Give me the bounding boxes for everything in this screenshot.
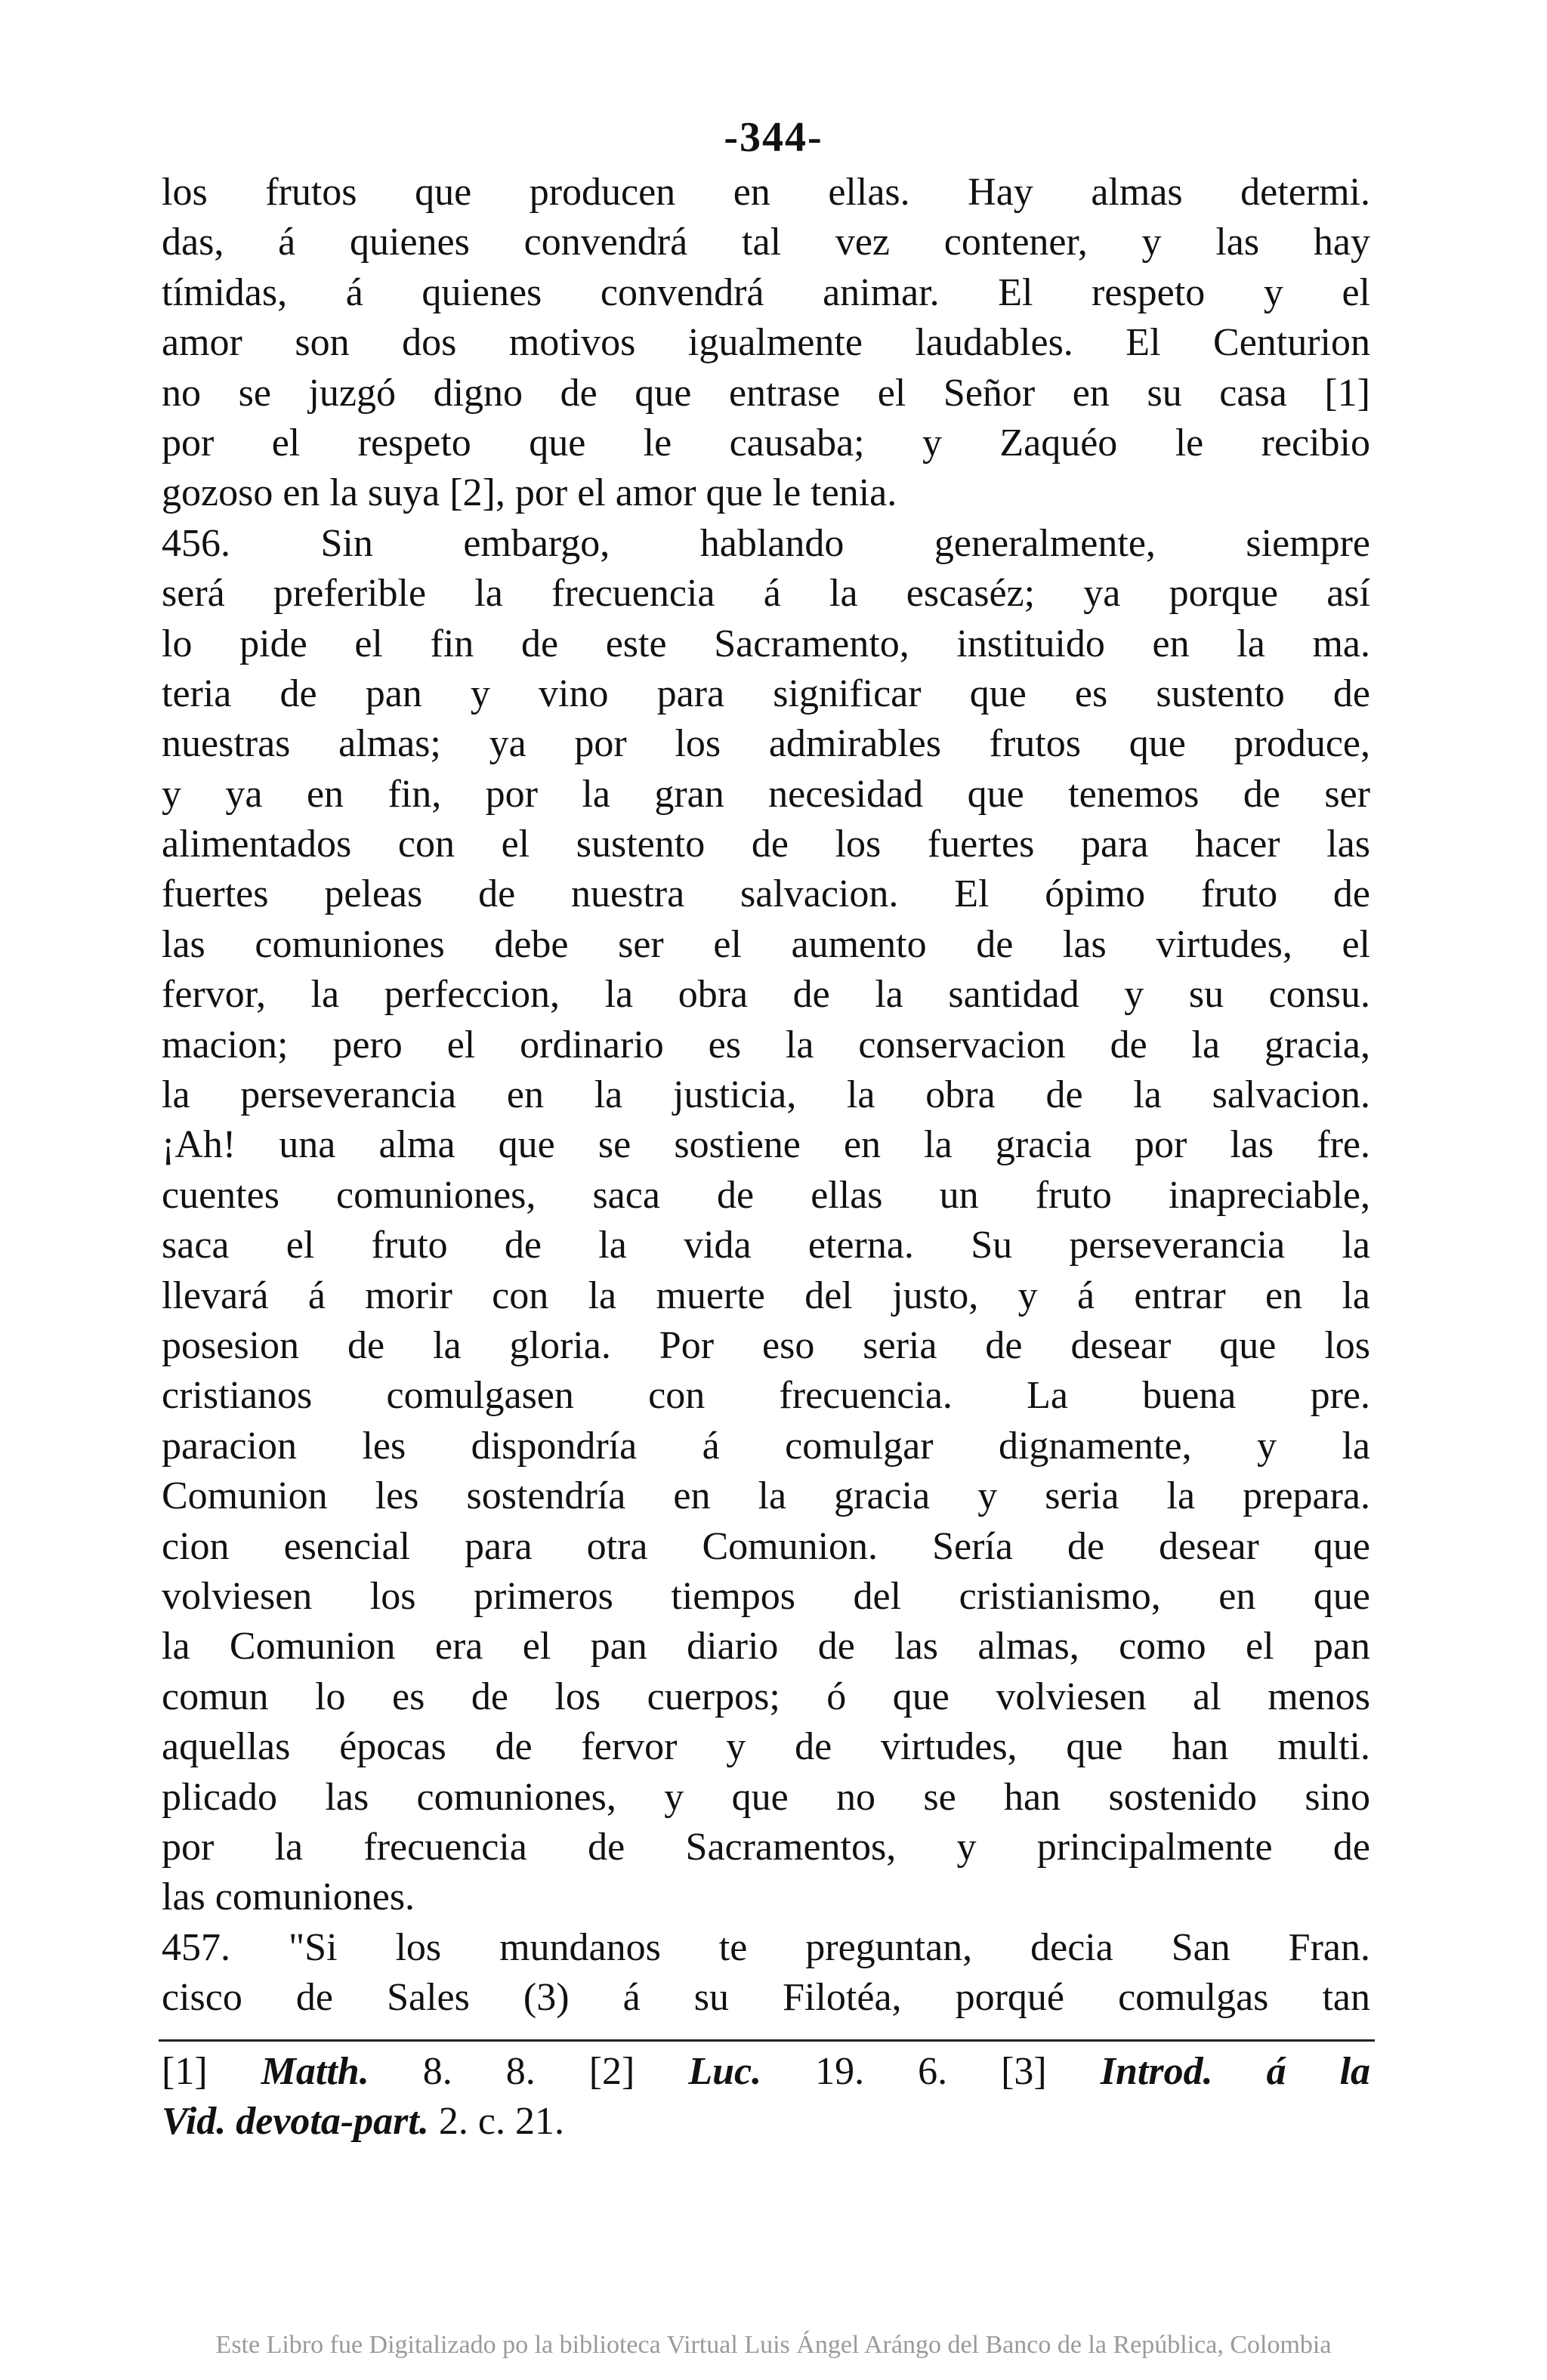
text-line: teria de pan y vino para significar que es sustento de	[162, 671, 1370, 715]
text-line: saca el fruto de la vida eterna. Su perseverancia la	[162, 1224, 1370, 1267]
footnote-2-mark: [2]	[588, 2050, 635, 2093]
text-line: fervor, la perfeccion, la obra de la santidad y su consu.	[162, 973, 1370, 1017]
footnote-3-reference-continued: Vid. devota-part.	[162, 2100, 429, 2143]
text-line: llevará á morir con la muerte del justo, y á entrar en la	[162, 1273, 1370, 1317]
text-line: aquellas épocas de fervor y de virtudes, que han multi.	[162, 1725, 1370, 1769]
footnote-3-mark: [3]	[1001, 2050, 1047, 2093]
text-line: ¡Ah! una alma que se sostiene en la gracia por las fre.	[162, 1123, 1370, 1167]
text-line: plicado las comuniones, y que no se han sostenido sino	[162, 1775, 1370, 1819]
text-line: la perseverancia en la justicia, la obra de la salvacion.	[162, 1073, 1370, 1117]
footnote-3-reference: Introd. á la	[1100, 2050, 1371, 2093]
footnote-1-reference: Matth.	[261, 2050, 369, 2093]
text-line: cuentes comuniones, saca de ellas un fruto inapreciable,	[162, 1173, 1370, 1217]
page-number: -344-	[724, 114, 823, 161]
footnote-2-location: 19. 6.	[815, 2050, 948, 2093]
text-line: nuestras almas; ya por los admirables frutos que produce,	[162, 722, 1370, 766]
text-line: gozoso en la suya [2], por el amor que le tenia.	[162, 471, 897, 515]
text-line: das, á quienes convendrá tal vez contener, y las hay	[162, 221, 1370, 264]
text-line: no se juzgó digno de que entrase el Señor en su casa [1]	[162, 371, 1370, 415]
digitization-watermark: Este Libro fue Digitalizado po la biblioteca Virtual Luis Ángel Arángo del Banco de la República, Colombia	[215, 2331, 1332, 2359]
text-line: amor son dos motivos igualmente laudables. El Centurion	[162, 321, 1370, 365]
text-line: Comunion les sostendría en la gracia y seria la prepara.	[162, 1474, 1370, 1518]
text-line: cion esencial para otra Comunion. Sería de desear que	[162, 1524, 1370, 1568]
body-text	[162, 168, 1370, 2023]
text-line: alimentados con el sustento de los fuertes para hacer las	[162, 823, 1370, 866]
footnote-1-mark: [1]	[162, 2050, 208, 2093]
text-line: las comuniones.	[162, 1875, 415, 1919]
footnote-2-reference: Luc.	[688, 2050, 762, 2093]
footnote-3-location: 2. c. 21.	[438, 2100, 564, 2143]
text-line: comun lo es de los cuerpos; ó que volviesen al menos	[162, 1675, 1370, 1718]
text-line: por el respeto que le causaba; y Zaquéo le recibio	[162, 421, 1370, 465]
text-line: por la frecuencia de Sacramentos, y principalmente de	[162, 1825, 1370, 1869]
text-line: macion; pero el ordinario es la conservacion de la gracia,	[162, 1023, 1370, 1067]
text-line: lo pide el fin de este Sacramento, instituido en la ma.	[162, 622, 1370, 665]
footnote-line	[162, 2097, 1370, 2147]
text-line: volviesen los primeros tiempos del cristianismo, en que	[162, 1574, 1370, 1618]
text-line: posesion de la gloria. Por eso seria de desear que los	[162, 1323, 1370, 1367]
paragraph-start-456: 456. Sin embargo, hablando generalmente, siempre	[162, 521, 1370, 565]
footnotes	[162, 2047, 1370, 2147]
paragraph-start-457: 457. "Si los mundanos te preguntan, decia San Fran.	[162, 1925, 1370, 1969]
text-line: las comuniones debe ser el aumento de las virtudes, el	[162, 922, 1370, 966]
footnote-1-location: 8. 8.	[422, 2050, 536, 2093]
text-line: cristianos comulgasen con frecuencia. La buena pre.	[162, 1374, 1370, 1418]
footnote-line	[162, 2047, 1370, 2097]
text-line: paracion les dispondría á comulgar dignamente, y la	[162, 1424, 1370, 1468]
text-line: cisco de Sales (3) á su Filotéa, porqué comulgas tan	[162, 1976, 1370, 2020]
text-line: y ya en fin, por la gran necesidad que tenemos de ser	[162, 772, 1370, 816]
footnote-divider	[159, 2039, 1375, 2042]
text-line: será preferible la frecuencia á la escaséz; ya porque así	[162, 572, 1370, 616]
text-line: fuertes peleas de nuestra salvacion. El ópimo fruto de	[162, 872, 1370, 916]
text-line: la Comunion era el pan diario de las almas, como el pan	[162, 1625, 1370, 1668]
text-line: los frutos que producen en ellas. Hay almas determi.	[162, 171, 1370, 214]
text-line: tímidas, á quienes convendrá animar. El respeto y el	[162, 270, 1370, 314]
